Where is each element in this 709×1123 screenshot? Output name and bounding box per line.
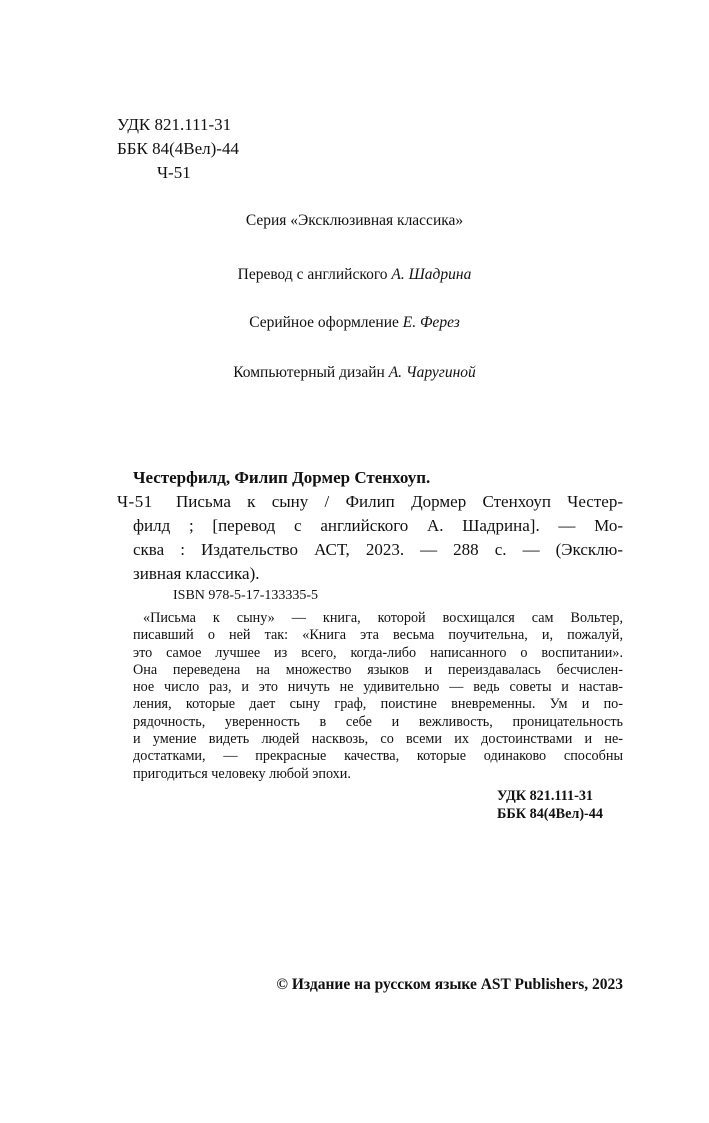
translation-label: Перевод с английского: [237, 266, 388, 283]
udk-code: УДК 821.111-31: [117, 115, 232, 134]
annotation-line: писавший о ней так: «Книга эта весьма поучительна, и, пожалуй,: [133, 627, 623, 644]
annotation-line: ления, которые дает сыну граф, поистине вневременны. Ум и по-: [133, 696, 623, 713]
udk-code-right: УДК 821.111-31: [497, 788, 594, 804]
annotation: [133, 610, 623, 783]
translator-name: А. Шадрина: [391, 266, 472, 283]
bib-line: сква : Издательство АСТ, 2023. — 288 с. — (Эксклю-: [133, 540, 623, 559]
annotation-line: рядочность, уверенность в себе и вежливость, проницательность: [133, 713, 623, 730]
annotation-line: пригодиться человеку любой эпохи.: [133, 765, 351, 782]
bbk-code: ББК 84(4Вел)-44: [117, 139, 239, 158]
classification-codes-right: [497, 787, 603, 823]
annotation-line: достатками, — прекрасные качества, которые одинаково способны: [133, 748, 623, 765]
bib-code: Ч-51: [117, 492, 153, 511]
annotation-line: это самое лучшее из всего, когда-либо написанного о воспитании».: [133, 644, 623, 661]
isbn: ISBN 978-5-17-133335-5: [173, 588, 319, 603]
annotation-line: Она переведена на множество языков и переиздавалась бесчислен-: [133, 661, 623, 678]
author-mark: Ч-51: [157, 163, 191, 182]
bibliographic-record: [117, 466, 623, 586]
design-credit: [0, 314, 709, 332]
bib-line: филд ; [перевод с английского А. Шадрина]. — Мо-: [133, 516, 623, 535]
bbk-code-right: ББК 84(4Вел)-44: [497, 806, 603, 822]
bib-line: Ч-51 Письма к сыну / Филип Дормер Стенхоуп Честер-: [117, 490, 623, 514]
annotation-line: и умение видеть людей насквозь, со всеми их достоинствами и не-: [133, 731, 623, 748]
computer-design-credit: [0, 364, 709, 382]
bib-line: зивная классика).: [133, 564, 260, 583]
bib-heading: Честерфилд, Филип Дормер Стенхоуп.: [133, 468, 431, 487]
translation-credit: [0, 266, 709, 284]
annotation-line: «Письма к сыну» — книга, которой восхищался сам Вольтер,: [143, 610, 623, 626]
designer-name: Е. Ферез: [402, 314, 460, 331]
series-line: Серия «Эксклюзивная классика»: [245, 212, 464, 229]
annotation-line: ное число раз, и это ничуть не удивительно — ведь советы и настав-: [133, 679, 623, 696]
computer-designer-name: А. Чаругиной: [388, 364, 476, 381]
design-label: Серийное оформление: [249, 314, 399, 331]
computer-design-label: Компьютерный дизайн: [233, 364, 385, 381]
copyright-notice: © Издание на русском языке AST Publishers, 2023: [276, 976, 623, 993]
